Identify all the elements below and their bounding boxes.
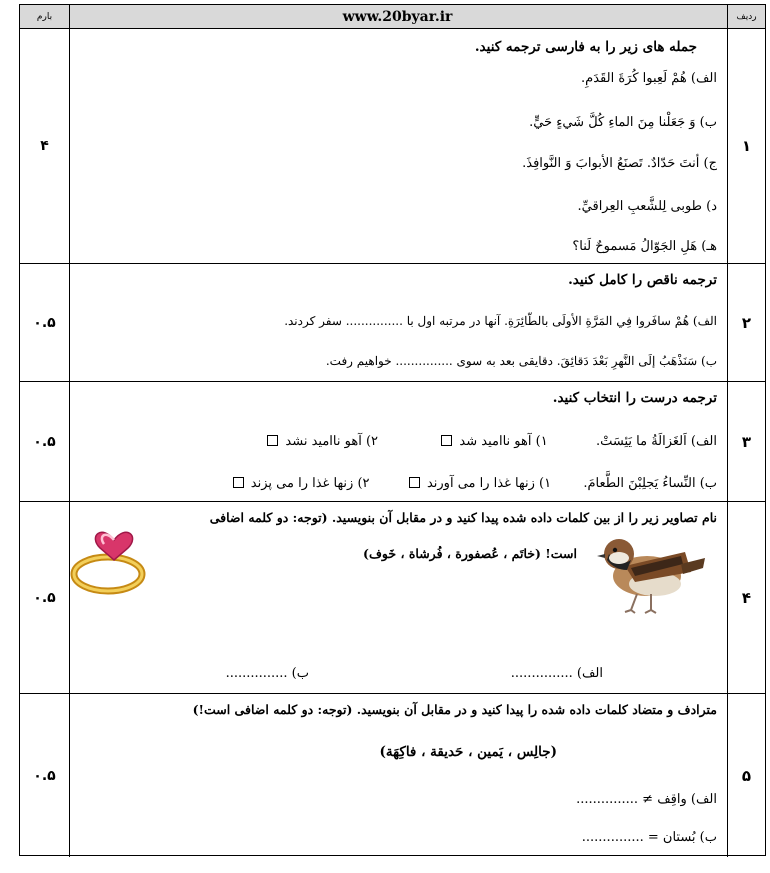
question-5 bbox=[20, 694, 765, 857]
sentence-item: الف) اَلغَزالَةُ ما یَئِسَتْ. bbox=[595, 434, 717, 449]
option-1-label: ۱) آهو ناامید شد bbox=[459, 434, 548, 449]
question-number: ۵ bbox=[727, 694, 765, 857]
option-2-checkbox[interactable] bbox=[267, 435, 278, 446]
question-score: ۰.۵ bbox=[20, 694, 70, 857]
question-3 bbox=[20, 382, 765, 502]
sentence-item: الف) هُمْ سافَروا فِي المَرَّةِ الأولَی بالطّائِرَةِ. آنها در مرتبه اول با ............... سفر کردند. bbox=[284, 314, 717, 328]
question-title: جمله های زیر را به فارسی ترجمه کنید. bbox=[474, 39, 697, 55]
sentence-item: ج) أنتَ حَدّادٌ. تَصنَعُ الأبوابَ وَ النَّوافِذَ. bbox=[522, 156, 717, 171]
table-header bbox=[20, 5, 765, 29]
question-title: نام تصاویر زیر را از بین کلمات داده شده پیدا کنید و در مقابل آن بنویسید. (توجه: دو کلمه اضافی bbox=[209, 510, 717, 525]
sentence-item: هـ) هَلِ الجَوّالُ مَسموحٌ لَنا؟ bbox=[572, 239, 717, 254]
choice-line-b bbox=[230, 476, 717, 491]
question-2 bbox=[20, 264, 765, 382]
row-label-header: ردیف bbox=[727, 5, 765, 28]
sentence-item: ب) سَنَذْهَبُ إلَی النَّهرِ بَعْدَ دَقائِقَ. دقایقی بعد به سوی ............... خواهیم رفت. bbox=[325, 354, 717, 368]
question-title-cont: است! (خاتَم ، عُصفورة ، فُرشاة ، خَوف) bbox=[363, 546, 577, 561]
exam-sheet bbox=[19, 4, 766, 856]
question-number: ۴ bbox=[727, 502, 765, 693]
option-2-label: ۲) زنها غذا را می پزند bbox=[250, 476, 370, 491]
question-score: ۰.۵ bbox=[20, 382, 70, 501]
option-1-checkbox[interactable] bbox=[409, 477, 420, 488]
option-2-checkbox[interactable] bbox=[233, 477, 244, 488]
ring-icon bbox=[70, 528, 160, 598]
question-title: مترادف و متضاد کلمات داده شده را پیدا کنید و در مقابل آن بنویسید. (توجه: دو کلمه اضافی است!) bbox=[192, 702, 717, 717]
question-score: ۰.۵ bbox=[20, 502, 70, 693]
option-1-checkbox[interactable] bbox=[441, 435, 452, 446]
question-title: ترجمه درست را انتخاب کنید. bbox=[552, 390, 717, 406]
word-list: (جالِس ، یَمین ، حَدیقة ، فاکِهَة) bbox=[379, 744, 557, 760]
option-2-label: ۲) آهو ناامید نشد bbox=[285, 434, 378, 449]
question-score: ۴ bbox=[20, 29, 70, 263]
question-title: ترجمه ناقص را کامل کنید. bbox=[568, 272, 717, 288]
answer-b[interactable]: ب) ............... bbox=[225, 666, 309, 681]
sentence-item: ب) النِّساءُ یَجلِبْنَ الطَّعامَ. bbox=[583, 476, 717, 491]
question-4 bbox=[20, 502, 765, 694]
score-label-header: بارم bbox=[20, 5, 70, 28]
question-number: ۳ bbox=[727, 382, 765, 501]
site-url: www.20byar.ir bbox=[342, 8, 453, 25]
sparrow-icon bbox=[595, 524, 707, 616]
sentence-item: د) طوبی لِلشَّعبِ العِراقيِّ. bbox=[577, 199, 717, 214]
sentence-item: ب) وَ جَعَلْنا مِنَ الماءِ کُلَّ شَيءٍ حَيٍّ. bbox=[529, 115, 717, 130]
antonym-item[interactable]: ب) بُستان = ............... bbox=[581, 830, 717, 845]
question-number: ۱ bbox=[727, 29, 765, 263]
question-score: ۰.۵ bbox=[20, 264, 70, 381]
question-number: ۲ bbox=[727, 264, 765, 381]
question-1 bbox=[20, 29, 765, 264]
option-1-label: ۱) زنها غذا را می آورند bbox=[426, 476, 552, 491]
answer-a[interactable]: الف) ............... bbox=[510, 666, 603, 681]
choice-line-a bbox=[264, 434, 717, 449]
sentence-item: الف) هُمْ لَعِبوا کُرَةَ القَدَمِ. bbox=[581, 71, 717, 86]
synonym-item[interactable]: الف) واقِف ≠ ............... bbox=[576, 792, 717, 807]
